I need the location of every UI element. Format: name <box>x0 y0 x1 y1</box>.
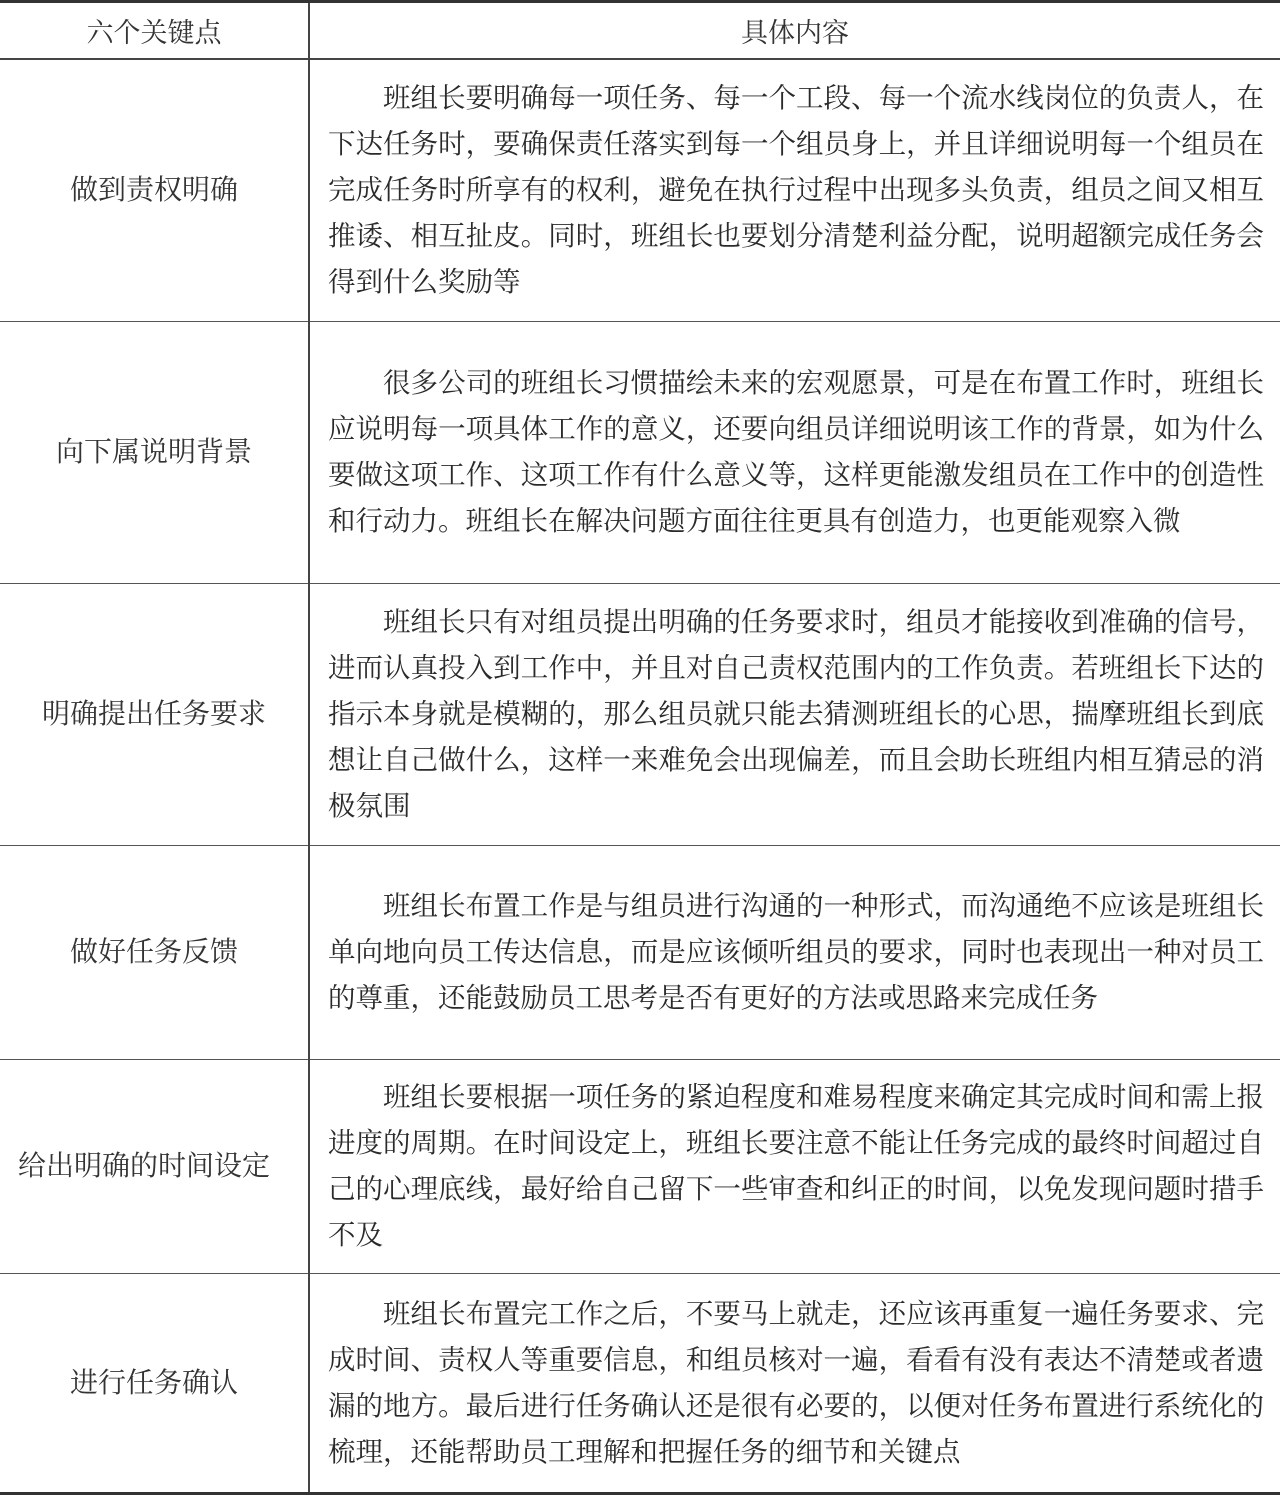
row-key-point: 给出明确的时间设定 <box>0 1059 309 1273</box>
row-content: 班组长布置工作是与组员进行沟通的一种形式，而沟通绝不应该是班组长单向地向员工传达信息，而是应该倾听组员的要求，同时也表现出一种对员工的尊重，还能鼓励员工思考是否有更好的方法或思路来完成任务 <box>309 845 1280 1059</box>
row-content: 班组长要根据一项任务的紧迫程度和难易程度来确定其完成时间和需上报进度的周期。在时间设定上，班组长要注意不能让任务完成的最终时间超过自己的心理底线，最好给自己留下一些审查和纠正的时间，以免发现问题时措手不及 <box>309 1059 1280 1273</box>
row-key-point: 做到责权明确 <box>0 59 309 321</box>
row-key-point: 进行任务确认 <box>0 1273 309 1493</box>
table-header-row <box>0 2 1280 60</box>
table-row <box>0 845 1280 1059</box>
header-content: 具体内容 <box>309 2 1280 60</box>
row-content: 班组长只有对组员提出明确的任务要求时，组员才能接收到准确的信号，进而认真投入到工作中，并且对自己责权范围内的工作负责。若班组长下达的指示本身就是模糊的，那么组员就只能去猜测班组长的心思，揣摩班组长到底想让自己做什么，这样一来难免会出现偏差，而且会助长班组内相互猜忌的消极氛围 <box>309 583 1280 845</box>
row-key-point: 向下属说明背景 <box>0 321 309 583</box>
row-key-point: 明确提出任务要求 <box>0 583 309 845</box>
row-content: 班组长布置完工作之后，不要马上就走，还应该再重复一遍任务要求、完成时间、责权人等重要信息，和组员核对一遍，看看有没有表达不清楚或者遗漏的地方。最后进行任务确认还是很有必要的，以便对任务布置进行系统化的梳理，还能帮助员工理解和把握任务的细节和关键点 <box>309 1273 1280 1493</box>
header-key-points: 六个关键点 <box>0 2 309 60</box>
row-content: 很多公司的班组长习惯描绘未来的宏观愿景，可是在布置工作时，班组长应说明每一项具体工作的意义，还要向组员详细说明该工作的背景，如为什么要做这项工作、这项工作有什么意义等，这样更能激发组员在工作中的创造性和行动力。班组长在解决问题方面往往更具有创造力，也更能观察入微 <box>309 321 1280 583</box>
table-row <box>0 1273 1280 1493</box>
table-row <box>0 583 1280 845</box>
table-row <box>0 59 1280 321</box>
row-key-point: 做好任务反馈 <box>0 845 309 1059</box>
table-row <box>0 1059 1280 1273</box>
row-content: 班组长要明确每一项任务、每一个工段、每一个流水线岗位的负责人，在下达任务时，要确保责任落实到每一个组员身上，并且详细说明每一个组员在完成任务时所享有的权利，避免在执行过程中出现多头负责，组员之间又相互推诿、相互扯皮。同时，班组长也要划分清楚利益分配，说明超额完成任务会得到什么奖励等 <box>309 59 1280 321</box>
table-row <box>0 321 1280 583</box>
